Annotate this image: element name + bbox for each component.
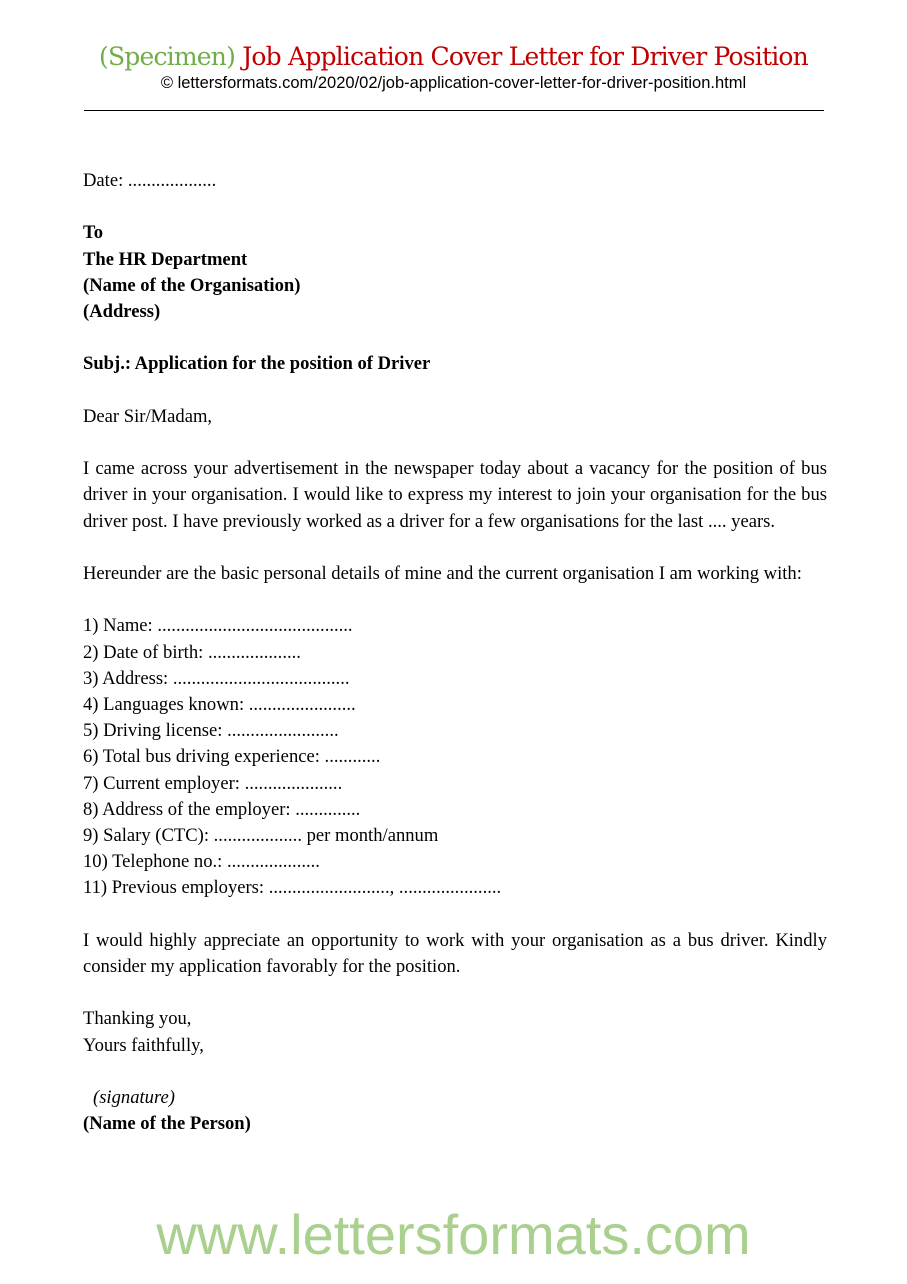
details-list xyxy=(83,613,827,901)
detail-item: 11) Previous employers: .........................., ...................... xyxy=(83,877,502,899)
sender-name: (Name of the Person) xyxy=(83,1113,251,1135)
watermark xyxy=(0,1200,907,1280)
paragraph-intro: I came across your advertisement in the newspaper today about a vacancy for the position of bus driver in your organisation. I would like to express my interest to join your organisation for the bus driver post. I have previously worked as a driver for a few organisations for the last .... years. xyxy=(83,458,827,532)
detail-item: 9) Salary (CTC): ................... per month/annum xyxy=(83,824,439,846)
recipient-department: The HR Department xyxy=(83,248,248,270)
paragraph-closing: I would highly appreciate an opportunity to work with your organisation as a bus driver. Kindly consider my application favorably for the position. xyxy=(83,929,827,977)
recipient-address: (Address) xyxy=(83,301,161,322)
signature-placeholder: (signature) xyxy=(93,1086,175,1108)
closing-block xyxy=(83,1006,827,1058)
detail-item: 10) Telephone no.: .................... xyxy=(83,851,320,873)
header-divider xyxy=(84,110,824,111)
watermark-text: www.lettersformats.com xyxy=(156,1203,751,1266)
document-title xyxy=(0,42,907,72)
detail-item: 4) Languages known: ....................... xyxy=(83,693,356,715)
detail-item: 3) Address: ...................................... xyxy=(83,667,350,689)
letter-body xyxy=(83,168,827,1137)
detail-item: 7) Current employer: ..................... xyxy=(83,772,343,794)
closing-thanks: Thanking you, xyxy=(83,1008,192,1030)
closing-faithfully: Yours faithfully, xyxy=(83,1034,204,1056)
detail-item: 8) Address of the employer: .............. xyxy=(83,798,361,820)
detail-item: 1) Name: .......................................... xyxy=(83,615,353,637)
paragraph-details-intro: Hereunder are the basic personal details of mine and the current organisation I am working with: xyxy=(83,562,802,584)
subject-line: Subj.: Application for the position of Driver xyxy=(83,353,431,375)
title-text: Job Application Cover Letter for Driver Position xyxy=(242,42,808,71)
salutation: Dear Sir/Madam, xyxy=(83,405,213,427)
detail-item: 6) Total bus driving experience: ............ xyxy=(83,746,381,768)
detail-item: 5) Driving license: ........................ xyxy=(83,720,339,742)
specimen-label: (Specimen) xyxy=(99,42,236,71)
date-line: Date: ................... xyxy=(83,170,217,191)
recipient-block xyxy=(83,220,827,325)
source-url: © lettersformats.com/2020/02/job-application-cover-letter-for-driver-position.html xyxy=(160,74,747,92)
to-label: To xyxy=(83,222,103,244)
recipient-organisation: (Name of the Organisation) xyxy=(83,274,301,296)
document-header xyxy=(0,42,907,94)
detail-item: 2) Date of birth: .................... xyxy=(83,641,301,663)
